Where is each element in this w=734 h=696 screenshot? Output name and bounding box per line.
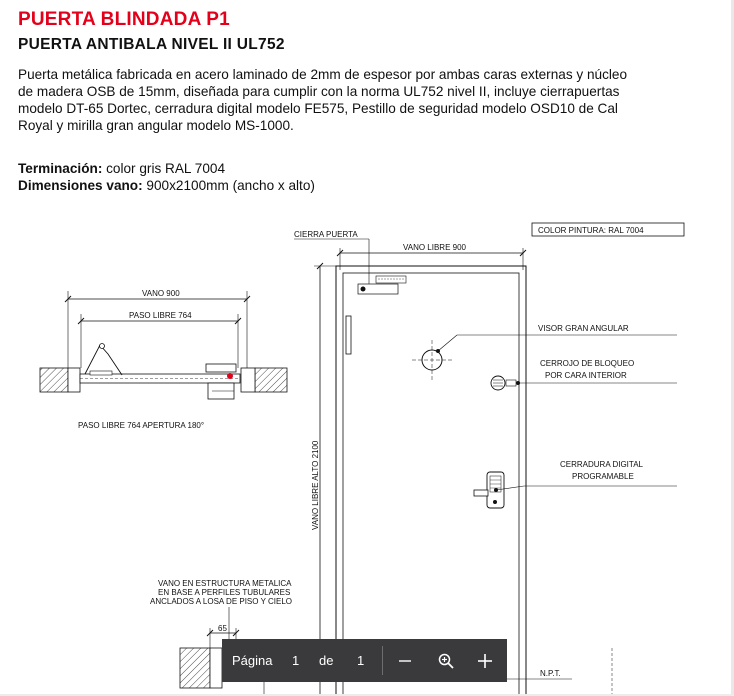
lock-label-2: PROGRAMABLE — [572, 472, 634, 481]
pdf-viewer-toolbar — [222, 639, 507, 682]
dim-label-vano-alto: VANO LIBRE ALTO 2100 — [311, 440, 320, 530]
dim-label-paso-libre: PASO LIBRE 764 — [129, 311, 192, 320]
dimensions-label: Dimensiones vano: — [18, 178, 143, 193]
dim-label-65: 65 — [218, 624, 227, 633]
zoom-fit-button[interactable] — [428, 639, 464, 682]
total-pages: 1 — [357, 653, 365, 668]
description-line: Royal y mirilla gran angular modelo MS-1000. — [18, 118, 294, 133]
viewer-label: VISOR GRAN ANGULAR — [538, 324, 629, 333]
finish-value: color gris RAL 7004 — [106, 161, 226, 176]
of-label: de — [319, 653, 334, 668]
description-line: de madera OSB de 15mm, diseñada para cumplir con la norma UL752 nivel II, incluye cierrapuertas — [18, 84, 620, 99]
wall-right — [255, 368, 287, 392]
closer-label: CIERRA PUERTA — [294, 230, 358, 239]
color-paint-label: COLOR PINTURA: RAL 7004 — [538, 226, 644, 235]
description-line: Puerta metálica fabricada en acero laminado de 2mm de espesor por ambas caras externas y núcleo — [18, 67, 628, 82]
plus-icon — [477, 653, 493, 669]
closer-arm-plan — [85, 345, 122, 375]
magnifier-icon — [437, 652, 455, 670]
frame-note-line-1: VANO EN ESTRUCTURA METALICA — [158, 579, 292, 588]
zoom-out-button[interactable] — [387, 639, 423, 682]
toolbar-divider — [382, 646, 383, 675]
page-subtitle: PUERTA ANTIBALA NIVEL II UL752 — [18, 36, 285, 53]
dimensions-value: 900x2100mm (ancho x alto) — [146, 178, 315, 193]
dim-label-vano-900: VANO 900 — [142, 289, 180, 298]
frame-note-line-3: ANCLADOS A LOSA DE PISO Y CIELO — [150, 597, 292, 606]
description-line: modelo DT-65 Dortec, cerradura digital modelo FE575, Pestillo de seguridad modelo OSD10 de Cal — [18, 101, 618, 116]
page-title: PUERTA BLINDADA P1 — [18, 9, 230, 30]
deadbolt-label-2: POR CARA INTERIOR — [545, 371, 627, 380]
lock-label-1: CERRADURA DIGITAL — [560, 460, 643, 469]
frame-note-line-2: EN BASE A PERFILES TUBULARES — [158, 588, 291, 597]
zoom-in-button[interactable] — [467, 639, 503, 682]
hinge-top — [346, 316, 351, 354]
page-label: Página — [232, 653, 273, 668]
current-page-input[interactable]: 1 — [292, 653, 300, 668]
plan-caption: PASO LIBRE 764 APERTURA 180° — [78, 421, 205, 430]
deadbolt-label-1: CERROJO DE BLOQUEO — [540, 359, 635, 368]
npt-label: N.P.T. — [540, 669, 561, 678]
wall-left — [40, 368, 68, 392]
minus-icon — [398, 654, 412, 668]
dim-label-vano-libre-900: VANO LIBRE 900 — [403, 243, 466, 252]
elevation-view — [294, 223, 684, 696]
finish-label: Terminación: — [18, 161, 103, 176]
plan-view — [40, 289, 287, 430]
